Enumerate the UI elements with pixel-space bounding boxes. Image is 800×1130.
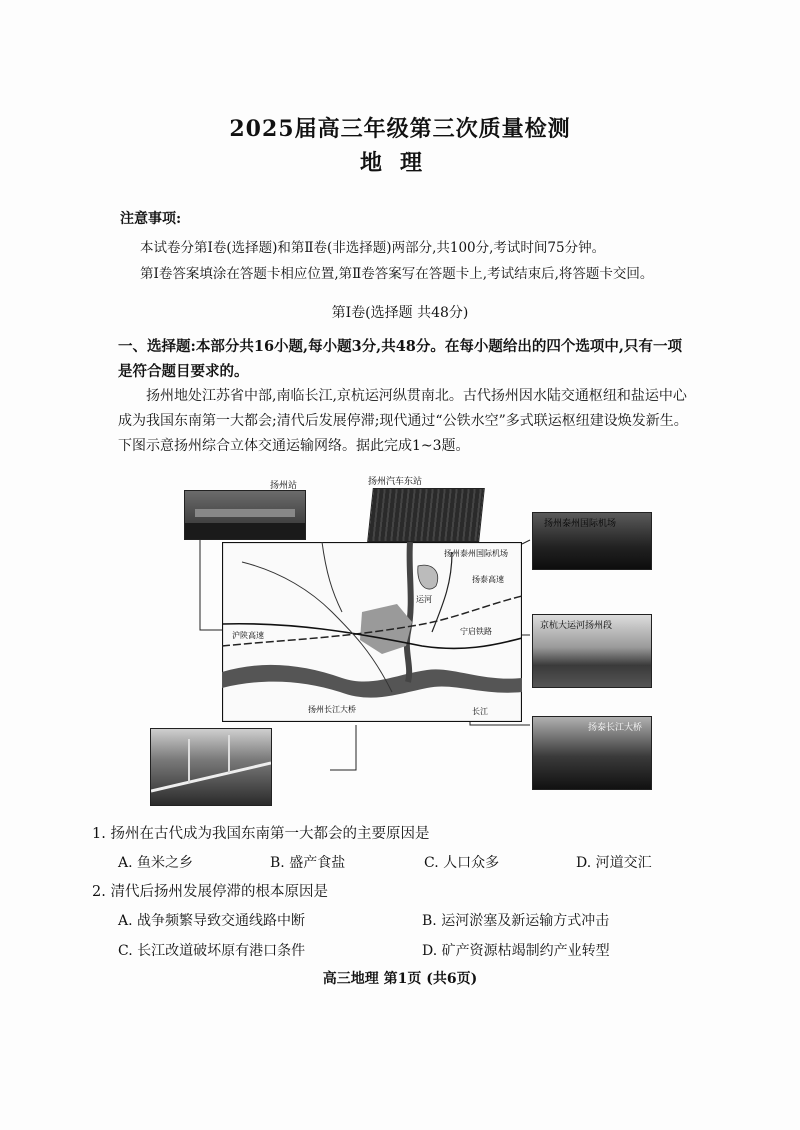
question-1-stem: [92, 822, 429, 843]
map-label-canal: 运河: [416, 595, 432, 604]
question-1-option-b[interactable]: B. 盛产食盐: [270, 855, 346, 871]
section-instructions: 一、选择题:本部分共16小题,每小题3分,共48分。在每小题给出的四个选项中,只有一项是符合题目要求的。: [118, 338, 682, 380]
question-2-option-a[interactable]: A. 战争频繁导致交通线路中断: [118, 913, 306, 929]
notice-line-2: 第Ⅰ卷答案填涂在答题卡相应位置,第Ⅱ卷答案写在答题卡上,考试结束后,将答题卡交回。: [140, 266, 654, 282]
bridge-left-photo: [150, 728, 272, 806]
question-1-option-d[interactable]: D. 河道交汇: [576, 855, 652, 871]
question-2-number: 2.: [92, 884, 106, 900]
map-label-bridge: 扬州长江大桥: [308, 705, 356, 714]
bus-station-label: 扬州汽车东站: [368, 477, 423, 487]
bridge-right-photo-label: 扬泰长江大桥: [588, 723, 643, 733]
question-1-number: 1.: [92, 826, 106, 842]
part-heading: 第Ⅰ卷(选择题 共48分): [331, 305, 469, 321]
yangzhou-station-label: 扬州站: [270, 481, 298, 491]
question-2-stem: [92, 880, 328, 901]
canal-photo-label: 京杭大运河扬州段: [540, 621, 613, 631]
map-label-hushaan-expressway: 沪陕高速: [232, 631, 264, 640]
transport-network-figure: [140, 470, 660, 810]
transport-map: [222, 542, 522, 722]
question-2-option-b[interactable]: B. 运河淤塞及新运输方式冲击: [422, 913, 610, 929]
notice-line-1: 本试卷分第Ⅰ卷(选择题)和第Ⅱ卷(非选择题)两部分,共100分,考试时间75分钟。: [140, 240, 606, 256]
bus-station-photo: [367, 488, 485, 542]
passage-text: 扬州地处江苏省中部,南临长江,京杭运河纵贯南北。古代扬州因水陆交通枢纽和盐运中心成为我国东南第一大都会;清代后发展停滞;现代通过“公铁水空”多式联运枢纽建设焕发新生。下图示意扬州综合立体交通运输网络。据此完成1~3题。: [118, 388, 688, 454]
airport-photo-label: 扬州泰州国际机场: [544, 519, 617, 529]
page-footer: 高三地理 第1页 (共6页): [322, 971, 478, 987]
question-2-text: 清代后扬州发展停滞的根本原因是: [110, 884, 328, 900]
map-label-river: 长江: [472, 707, 488, 716]
question-1-text: 扬州在古代成为我国东南第一大都会的主要原因是: [110, 826, 430, 842]
map-label-yangtai-expressway: 扬泰高速: [472, 575, 504, 584]
question-1-option-a[interactable]: A. 鱼米之乡: [118, 855, 194, 871]
exam-title: 2025届高三年级第三次质量检测: [229, 116, 571, 142]
notice-heading: 注意事项:: [120, 211, 182, 227]
yangzhou-station-photo: [184, 490, 306, 540]
question-1-option-c[interactable]: C. 人口众多: [424, 855, 500, 871]
map-label-railway: 宁启铁路: [460, 627, 492, 636]
question-2-option-c[interactable]: C. 长江改道破坏原有港口条件: [118, 943, 306, 959]
bridge-left-drawing: [151, 729, 271, 805]
map-label-airport: 扬州泰州国际机场: [444, 549, 508, 558]
question-2-option-d[interactable]: D. 矿产资源枯竭制约产业转型: [422, 943, 610, 959]
subject-title: 地理: [359, 150, 440, 176]
